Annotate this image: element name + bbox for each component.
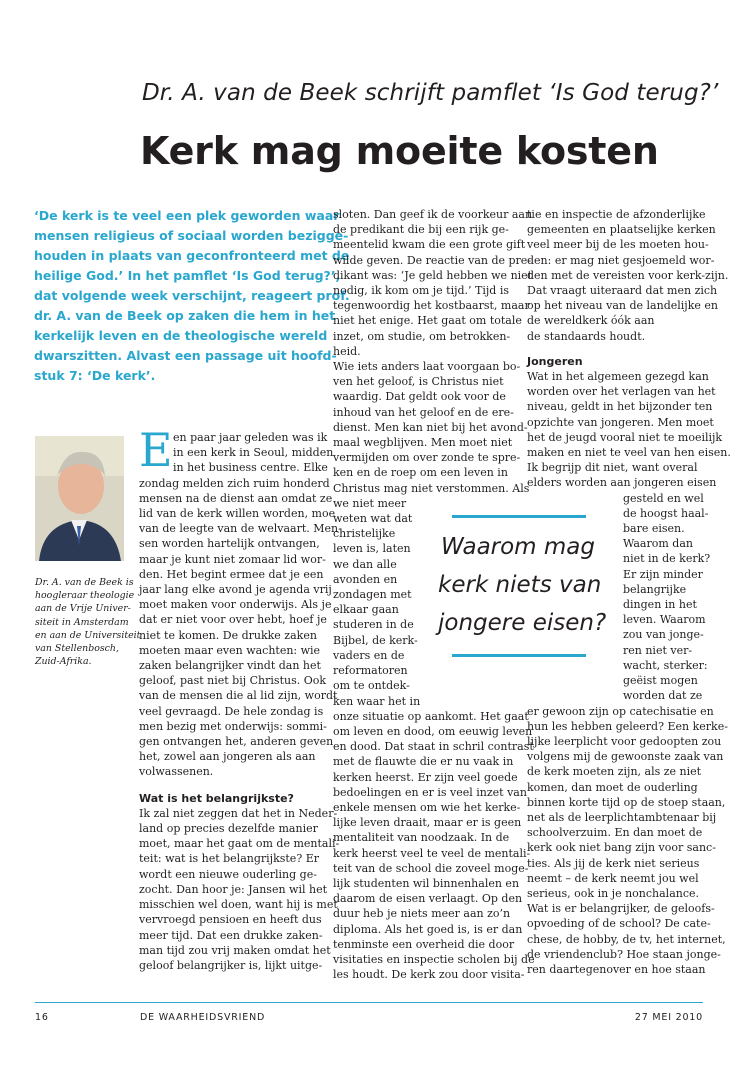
text-line: volwassenen. <box>139 765 214 779</box>
col1-opening <box>139 423 334 477</box>
text-line: dwarszitten. Alvast een passage uit hoofd- <box>34 348 337 363</box>
text-line: hun les hebben geleerd? Een kerke- <box>527 719 728 733</box>
text-line: geloof, past niet bij Christus. Ook <box>139 674 327 688</box>
text-line: Ik zal niet zeggen dat het in Neder- <box>139 806 338 820</box>
subhead-jongeren: Jongeren <box>527 354 583 368</box>
text-line: ties. Als jij de kerk niet serieus <box>527 856 700 870</box>
text-line: mentaliteit van noodzaak. In de <box>333 831 510 845</box>
text-line: er gewoon zijn op catechisatie en <box>527 704 714 718</box>
text-line: meentelid kwam die een grote gift <box>333 238 526 252</box>
text-line: elders worden aan jongeren eisen <box>527 476 717 490</box>
text-line: jaar lang elke avond je agenda vrij <box>139 583 332 597</box>
col3-paragraph-2 <box>527 369 731 491</box>
text-line: enkele mensen om wie het kerke- <box>333 800 521 814</box>
text-line: moet maken voor onderwijs. Als je <box>139 598 332 612</box>
text-line: binnen korte tijd op de stoep staan, <box>527 795 726 809</box>
text-line: teit: wat is het belangrijkste? Er <box>139 852 319 866</box>
text-line: dr. A. van de Beek op zaken die hem in het <box>34 308 336 323</box>
text-line: dingen in het <box>623 598 697 612</box>
text-line: niveau, geldt in het bijzonder ten <box>527 400 713 414</box>
text-line: chese, de hobby, de tv, het internet, <box>527 932 726 946</box>
text-line: dat volgende week verschijnt, reageert prof. <box>34 288 350 303</box>
text-line: kerk ook niet bang zijn voor sanc- <box>527 841 716 855</box>
text-line: de hoogst haal- <box>623 506 709 520</box>
text-line: en aan de Universiteit <box>35 629 141 641</box>
text-line: Ik begrijp dit niet, want overal <box>527 461 698 475</box>
text-line: ken waar het in <box>333 694 421 708</box>
text-line: diploma. Als het goed is, is er dan <box>333 922 523 936</box>
text-line: Christus mag niet verstommen. Als <box>333 481 530 495</box>
text-line: veel gevraagd. De hele zondag is <box>139 704 324 718</box>
text-line: vaders en de <box>333 648 405 662</box>
text-line: we niet meer <box>333 496 407 510</box>
text-line: reformatoren <box>333 664 408 678</box>
text-line: mensen na de dienst aan omdat ze <box>139 491 333 505</box>
text-line: aan de Vrije Univer- <box>35 603 131 615</box>
text-line: waardig. Dat geldt ook voor de <box>333 390 506 404</box>
text-line: siteit in Amsterdam <box>35 616 129 628</box>
text-line: komen, dan moet de ouderling <box>527 780 698 794</box>
text-line: kerk heerst veel te veel de mentali- <box>333 846 531 860</box>
col1-paragraph-1 <box>139 476 342 780</box>
col1-paragraph-2 <box>139 806 340 973</box>
text-line: de wereldkerk óók aan <box>527 314 655 328</box>
text-line: kerk niets van <box>438 572 602 598</box>
text-line: duur heb je niets meer aan zo’n <box>333 907 511 921</box>
text-line: de standaards houdt. <box>527 329 646 343</box>
text-line: wilde geven. De reactie van de pre- <box>333 253 532 267</box>
text-line: geëist mogen <box>623 674 698 688</box>
text-line: en dood. Dat staat in schril contrast <box>333 740 534 754</box>
drop-cap: E <box>139 423 173 477</box>
text-line: men bezig met onderwijs: sommi- <box>139 719 327 733</box>
text-line: opvoeding of de school? De cate- <box>527 917 711 931</box>
text-line: worden over het verlagen van het <box>527 385 716 399</box>
text-line: opzichte van jongeren. Men moet <box>527 415 714 429</box>
pull-quote-rule-top <box>452 515 586 518</box>
text-line: ven het geloof, is Christus niet <box>333 375 504 389</box>
text-line: vervroegd pensioen en heeft dus <box>139 913 322 927</box>
text-line: niet te komen. De drukke zaken <box>139 628 317 642</box>
article-kicker: Dr. A. van de Beek schrijft pamflet ‘Is God terug?’ <box>142 80 719 106</box>
text-line: Bijbel, de kerk- <box>333 633 418 647</box>
text-line: heilige God.’ In het pamflet ‘Is God terug?’, <box>34 268 341 283</box>
text-line: van Stellenbosch, <box>35 643 119 655</box>
text-line: geloof belangrijker is, lijkt uitge- <box>139 958 323 972</box>
text-line: ken en de roep om een leven in <box>333 466 508 480</box>
page-number: 16 <box>35 1012 49 1023</box>
text-line: schoolverzuim. En dan moet de <box>527 826 703 840</box>
pull-quote <box>438 515 607 657</box>
text-line: ren daartegenover en hoe staan <box>527 962 706 976</box>
text-line: sen worden hartelijk ontvangen, <box>139 537 320 551</box>
text-line: Wat is er belangrijker, de geloofs- <box>527 902 715 916</box>
text-line: moet, maar het gaat om de mentali- <box>139 837 340 851</box>
text-line: neemt – de kerk neemt jou wel <box>527 871 699 885</box>
text-line: studeren in de <box>333 618 414 632</box>
text-line: vermijden om over zonde te spre- <box>333 451 521 465</box>
text-line: om te ontdek- <box>333 679 410 693</box>
text-line: Waarom mag <box>440 534 595 560</box>
text-line: maken en niet te veel van hen eisen. <box>527 446 731 460</box>
text-line: om leven en dood, om eeuwig leven <box>333 724 533 738</box>
text-line: avonden en <box>333 572 398 586</box>
text-line: dikant was: ‘Je geld hebben we niet <box>333 268 533 282</box>
publication-name: DE WAARHEIDSVRIEND <box>140 1012 266 1023</box>
text-line: net als de leerplichtambtenaar bij <box>527 810 717 824</box>
col2-paragraph-1 <box>333 207 533 496</box>
text-line: hoogleraar theologie <box>35 590 135 602</box>
text-line: zondag melden zich ruim honderd <box>139 476 330 490</box>
text-line: elkaar gaan <box>333 603 399 617</box>
text-line: lijk studenten wil binnenhalen en <box>333 876 520 890</box>
text-line: de vriendenclub? Hoe staan jonge- <box>527 947 721 961</box>
text-line: zondagen met <box>333 588 412 602</box>
text-line: nodig, ik kom om je tijd.’ Tijd is <box>333 284 510 298</box>
col2-paragraph-2 <box>333 709 535 983</box>
text-line: kerken heerst. Er zijn veel goede <box>333 770 518 784</box>
text-line: leven is, laten <box>333 542 411 556</box>
pull-quote-text <box>438 528 607 642</box>
text-line: de kerk moeten zijn, als ze niet <box>527 765 702 779</box>
text-line: maar je kunt niet zomaar lid wor- <box>139 552 326 566</box>
subhead-belangrijkste: Wat is het belangrijkste? <box>139 791 294 805</box>
text-line: inhoud van het geloof en de ere- <box>333 405 514 419</box>
text-line: Wat in het algemeen gezegd kan <box>527 370 709 384</box>
text-line: gen ontvangen het, anderen geven <box>139 735 334 749</box>
text-line: mensen religieus of sociaal worden bezigge- <box>34 228 349 243</box>
text-line: Wie iets anders laat voorgaan bo- <box>333 360 521 374</box>
text-line: niet in de kerk? <box>623 552 711 566</box>
text-line: bare eisen. <box>623 522 685 536</box>
col3-paragraph-1 <box>527 207 729 344</box>
text-line: Dat vraagt uiteraard dat men zich <box>527 284 718 298</box>
author-photo <box>35 436 124 561</box>
text-line: niet het enige. Het gaat om totale <box>333 314 522 328</box>
text-line: serieus, ook in je nonchalance. <box>527 886 700 900</box>
text-line: ‘De kerk is te veel een plek geworden waar <box>34 208 340 223</box>
photo-caption <box>35 576 141 668</box>
text-line: wacht, sterker: <box>623 658 708 672</box>
text-line: van de leegte van de welvaart. Men- <box>139 522 342 536</box>
text-line: en paar jaar geleden was ik <box>173 431 328 444</box>
text-line: we dan alle <box>333 557 397 571</box>
text-line: inzet, om studie, om betrokken- <box>333 329 511 343</box>
text-line: den: er mag niet gesjoemeld wor- <box>527 253 715 267</box>
text-line: veel meer bij de les moeten hou- <box>527 238 709 252</box>
text-line: in het business centre. Elke <box>173 461 328 475</box>
text-line: houden in plaats van geconfronteerd met de <box>34 248 350 263</box>
text-line: ren niet ver- <box>623 643 693 657</box>
text-line: de predikant die bij een rijk ge- <box>333 223 509 237</box>
text-line: den met de vereisten voor kerk-zijn. <box>527 268 729 282</box>
text-line: les houdt. De kerk zou door visita- <box>333 968 525 982</box>
text-line: met de flauwte die er nu vaak in <box>333 755 514 769</box>
text-line: tenminste een overheid die door <box>333 937 515 951</box>
text-line: zaken belangrijker vindt dan het <box>139 659 321 673</box>
text-line: dienst. Men kan niet bij het avond- <box>333 420 528 434</box>
text-line: meer tijd. Dat een drukke zaken- <box>139 928 323 942</box>
text-line: van de mensen die al lid zijn, wordt <box>139 689 338 703</box>
text-line: lijke leven draait, maar er is geen <box>333 816 522 830</box>
text-line: bedoelingen en er is veel inzet van <box>333 785 527 799</box>
text-line: kerkelijk leven en de theologische wereld <box>34 328 328 343</box>
text-line: misschien wel doen, want hij is met <box>139 898 338 912</box>
text-line: daarom de eisen verlaagt. Op den <box>333 892 523 906</box>
text-line: wordt een nieuwe ouderling ge- <box>139 867 317 881</box>
text-line: Er zijn minder <box>623 567 703 581</box>
text-line: volgens mij de gewoonste zaak van <box>527 750 724 764</box>
text-line: land op precies dezelfde manier <box>139 822 318 836</box>
text-line: Dr. A. van de Beek is <box>35 577 134 588</box>
col3-paragraph-3 <box>527 704 728 978</box>
text-line: zou van jonge- <box>623 628 704 642</box>
text-line: tie en inspectie de afzonderlijke <box>527 208 706 221</box>
text-line: lid van de kerk willen worden, moe <box>139 507 336 521</box>
text-line: onze situatie op aankomt. Het gaat <box>333 709 529 723</box>
text-line: gesteld en wel <box>623 491 704 505</box>
text-line: heid. <box>333 344 361 358</box>
text-line: maal wegblijven. Men moet niet <box>333 436 513 450</box>
column-1 <box>139 423 342 973</box>
text-line: christelijke <box>333 527 396 541</box>
issue-date: 27 MEI 2010 <box>634 1012 703 1023</box>
text-line: gemeenten en plaatselijke kerken <box>527 223 716 237</box>
text-line: belangrijke <box>623 582 687 596</box>
text-line: leven. Waarom <box>623 613 706 627</box>
text-line: jongere eisen? <box>438 610 607 636</box>
footer-divider <box>35 1002 703 1003</box>
text-line: op het niveau van de landelijke en <box>527 299 718 313</box>
text-line: Zuid-Afrika. <box>35 656 92 668</box>
text-line: dat er niet voor over hebt, hoef je <box>139 613 327 627</box>
text-line: teit van de school die zoveel moge- <box>333 861 529 875</box>
article-headline: Kerk mag moeite kosten <box>140 129 659 173</box>
text-line: visitaties en inspectie scholen bij de <box>333 952 535 966</box>
text-line: in een kerk in Seoul, midden <box>173 446 334 460</box>
text-line: het, zowel aan jongeren als aan <box>139 750 316 764</box>
text-line: worden dat ze <box>623 689 703 703</box>
text-line: sloten. Dan geef ik de voorkeur aan <box>333 208 533 221</box>
text-line: Waarom dan <box>623 537 693 551</box>
text-line: man tijd zou vrij maken omdat het <box>139 943 331 957</box>
text-line: den. Het begint ermee dat je een <box>139 567 324 581</box>
text-line: zocht. Dan hoor je: Jansen wil het <box>139 882 327 896</box>
text-line: moeten maar even wachten: wie <box>139 643 321 657</box>
text-line: stuk 7: ‘De kerk’. <box>34 368 156 383</box>
text-line: lijke leerplicht voor gedoopten zou <box>527 734 722 748</box>
text-line: het de jeugd vooral niet te moeilijk <box>527 430 723 444</box>
pull-quote-rule-bottom <box>452 654 586 657</box>
text-line: tegenwoordig het kostbaarst, maar <box>333 299 530 313</box>
text-line: weten wat dat <box>333 512 413 526</box>
portrait-image <box>35 436 124 561</box>
